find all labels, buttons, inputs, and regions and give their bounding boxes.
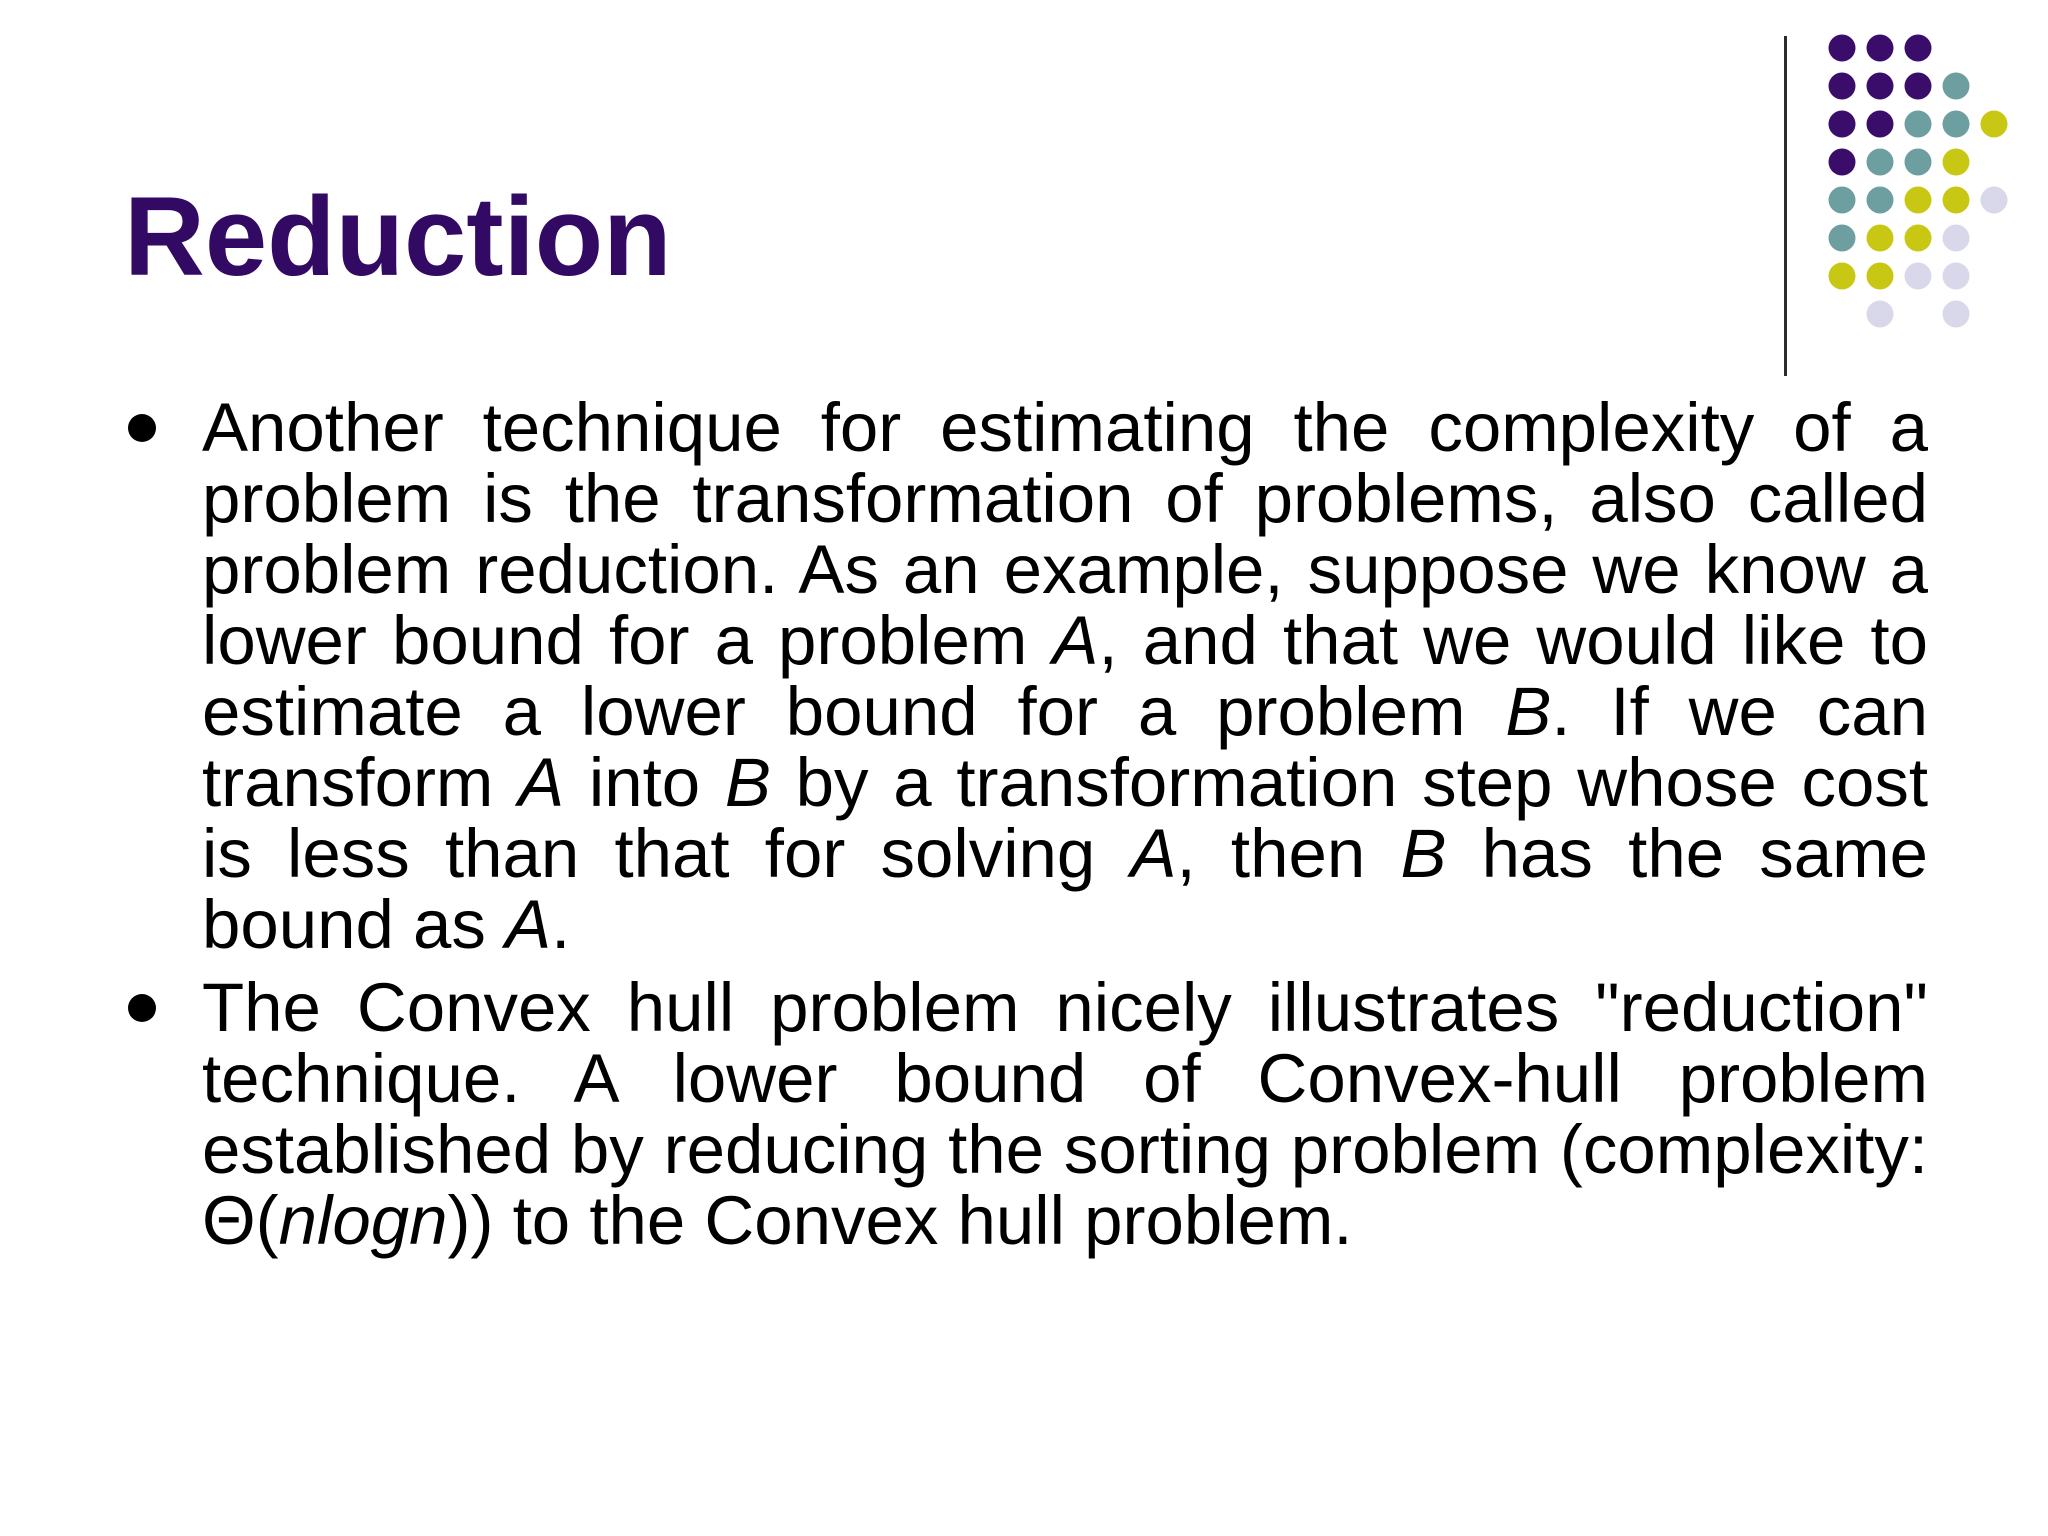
variable-b: B: [724, 744, 771, 821]
decorative-dot: [1867, 225, 1894, 252]
text-segment: Another technique for estimating the complexity of a problem is the transformation of problems, also called problem reduction. As an example, suppose we know a lower bound for a problem: [202, 389, 1928, 679]
decorative-dot: [1829, 263, 1856, 290]
bullet-text-2: [202, 969, 1928, 1259]
decorative-dot: [1867, 263, 1894, 290]
decorative-dot: [1943, 73, 1970, 100]
decorative-dot: [1829, 149, 1856, 176]
text-segment: .: [551, 886, 571, 963]
decorative-dot: [1943, 301, 1970, 328]
variable-b: B: [1505, 673, 1552, 750]
decorative-dot: [1905, 149, 1932, 176]
decorative-dot: [1981, 111, 2008, 138]
decorative-dot: [1867, 111, 1894, 138]
decorative-dot: [1829, 187, 1856, 214]
decorative-dot: [1943, 187, 1970, 214]
decorative-dot: [1867, 35, 1894, 62]
decorative-dot: [1905, 35, 1932, 62]
bullet-item-1: [128, 389, 1929, 963]
variable-a: A: [1052, 602, 1099, 679]
text-segment: , and that we would like to estimate a lower bound for a problem: [202, 602, 1928, 750]
complexity-term: nlogn: [278, 1182, 448, 1259]
decorative-dot: [1905, 111, 1932, 138]
decorative-dot: [1943, 111, 1970, 138]
variable-b: B: [1400, 815, 1447, 892]
decorative-dot: [1943, 263, 1970, 290]
bullet-list: [128, 389, 1929, 1268]
bullet-dot-icon: [128, 994, 156, 1022]
slide-title: Reduction: [124, 174, 672, 299]
bullet-text-1: [202, 389, 1929, 963]
decorative-dot: [1905, 187, 1932, 214]
bullet-item-2: [128, 969, 1928, 1259]
decorative-dot: [1905, 73, 1932, 100]
text-segment: , then: [1176, 815, 1401, 892]
decorative-dot: [1829, 73, 1856, 100]
decorative-dot: [1905, 263, 1932, 290]
decorative-dot: [1829, 35, 1856, 62]
text-segment: The Convex hull problem nicely illustrates "reduction" technique. A lower bound of Convex-hull problem established by reducing the sorting problem (complexity: Θ(: [202, 969, 1928, 1259]
variable-a: A: [1130, 815, 1177, 892]
decorative-dot: [1829, 111, 1856, 138]
variable-a: A: [505, 886, 552, 963]
decorative-dot: [1943, 225, 1970, 252]
decorative-dot: [1943, 149, 1970, 176]
text-segment: into: [564, 744, 725, 821]
vertical-divider: [1784, 36, 1787, 376]
decorative-dot: [1867, 149, 1894, 176]
decorative-dot: [1867, 301, 1894, 328]
decorative-dot: [1905, 225, 1932, 252]
decorative-dot: [1867, 73, 1894, 100]
decorative-dot: [1867, 187, 1894, 214]
decorative-dot: [1829, 225, 1856, 252]
text-segment: by a transformation step whose cost is less than that for solving: [202, 744, 1928, 892]
text-segment: )) to the Convex hull problem.: [447, 1182, 1353, 1259]
text-segment: has the same bound as: [202, 815, 1929, 963]
decorative-dot: [1981, 187, 2008, 214]
text-segment: . If we can transform: [202, 673, 1928, 821]
variable-a: A: [518, 744, 565, 821]
bullet-dot-icon: [128, 414, 156, 442]
